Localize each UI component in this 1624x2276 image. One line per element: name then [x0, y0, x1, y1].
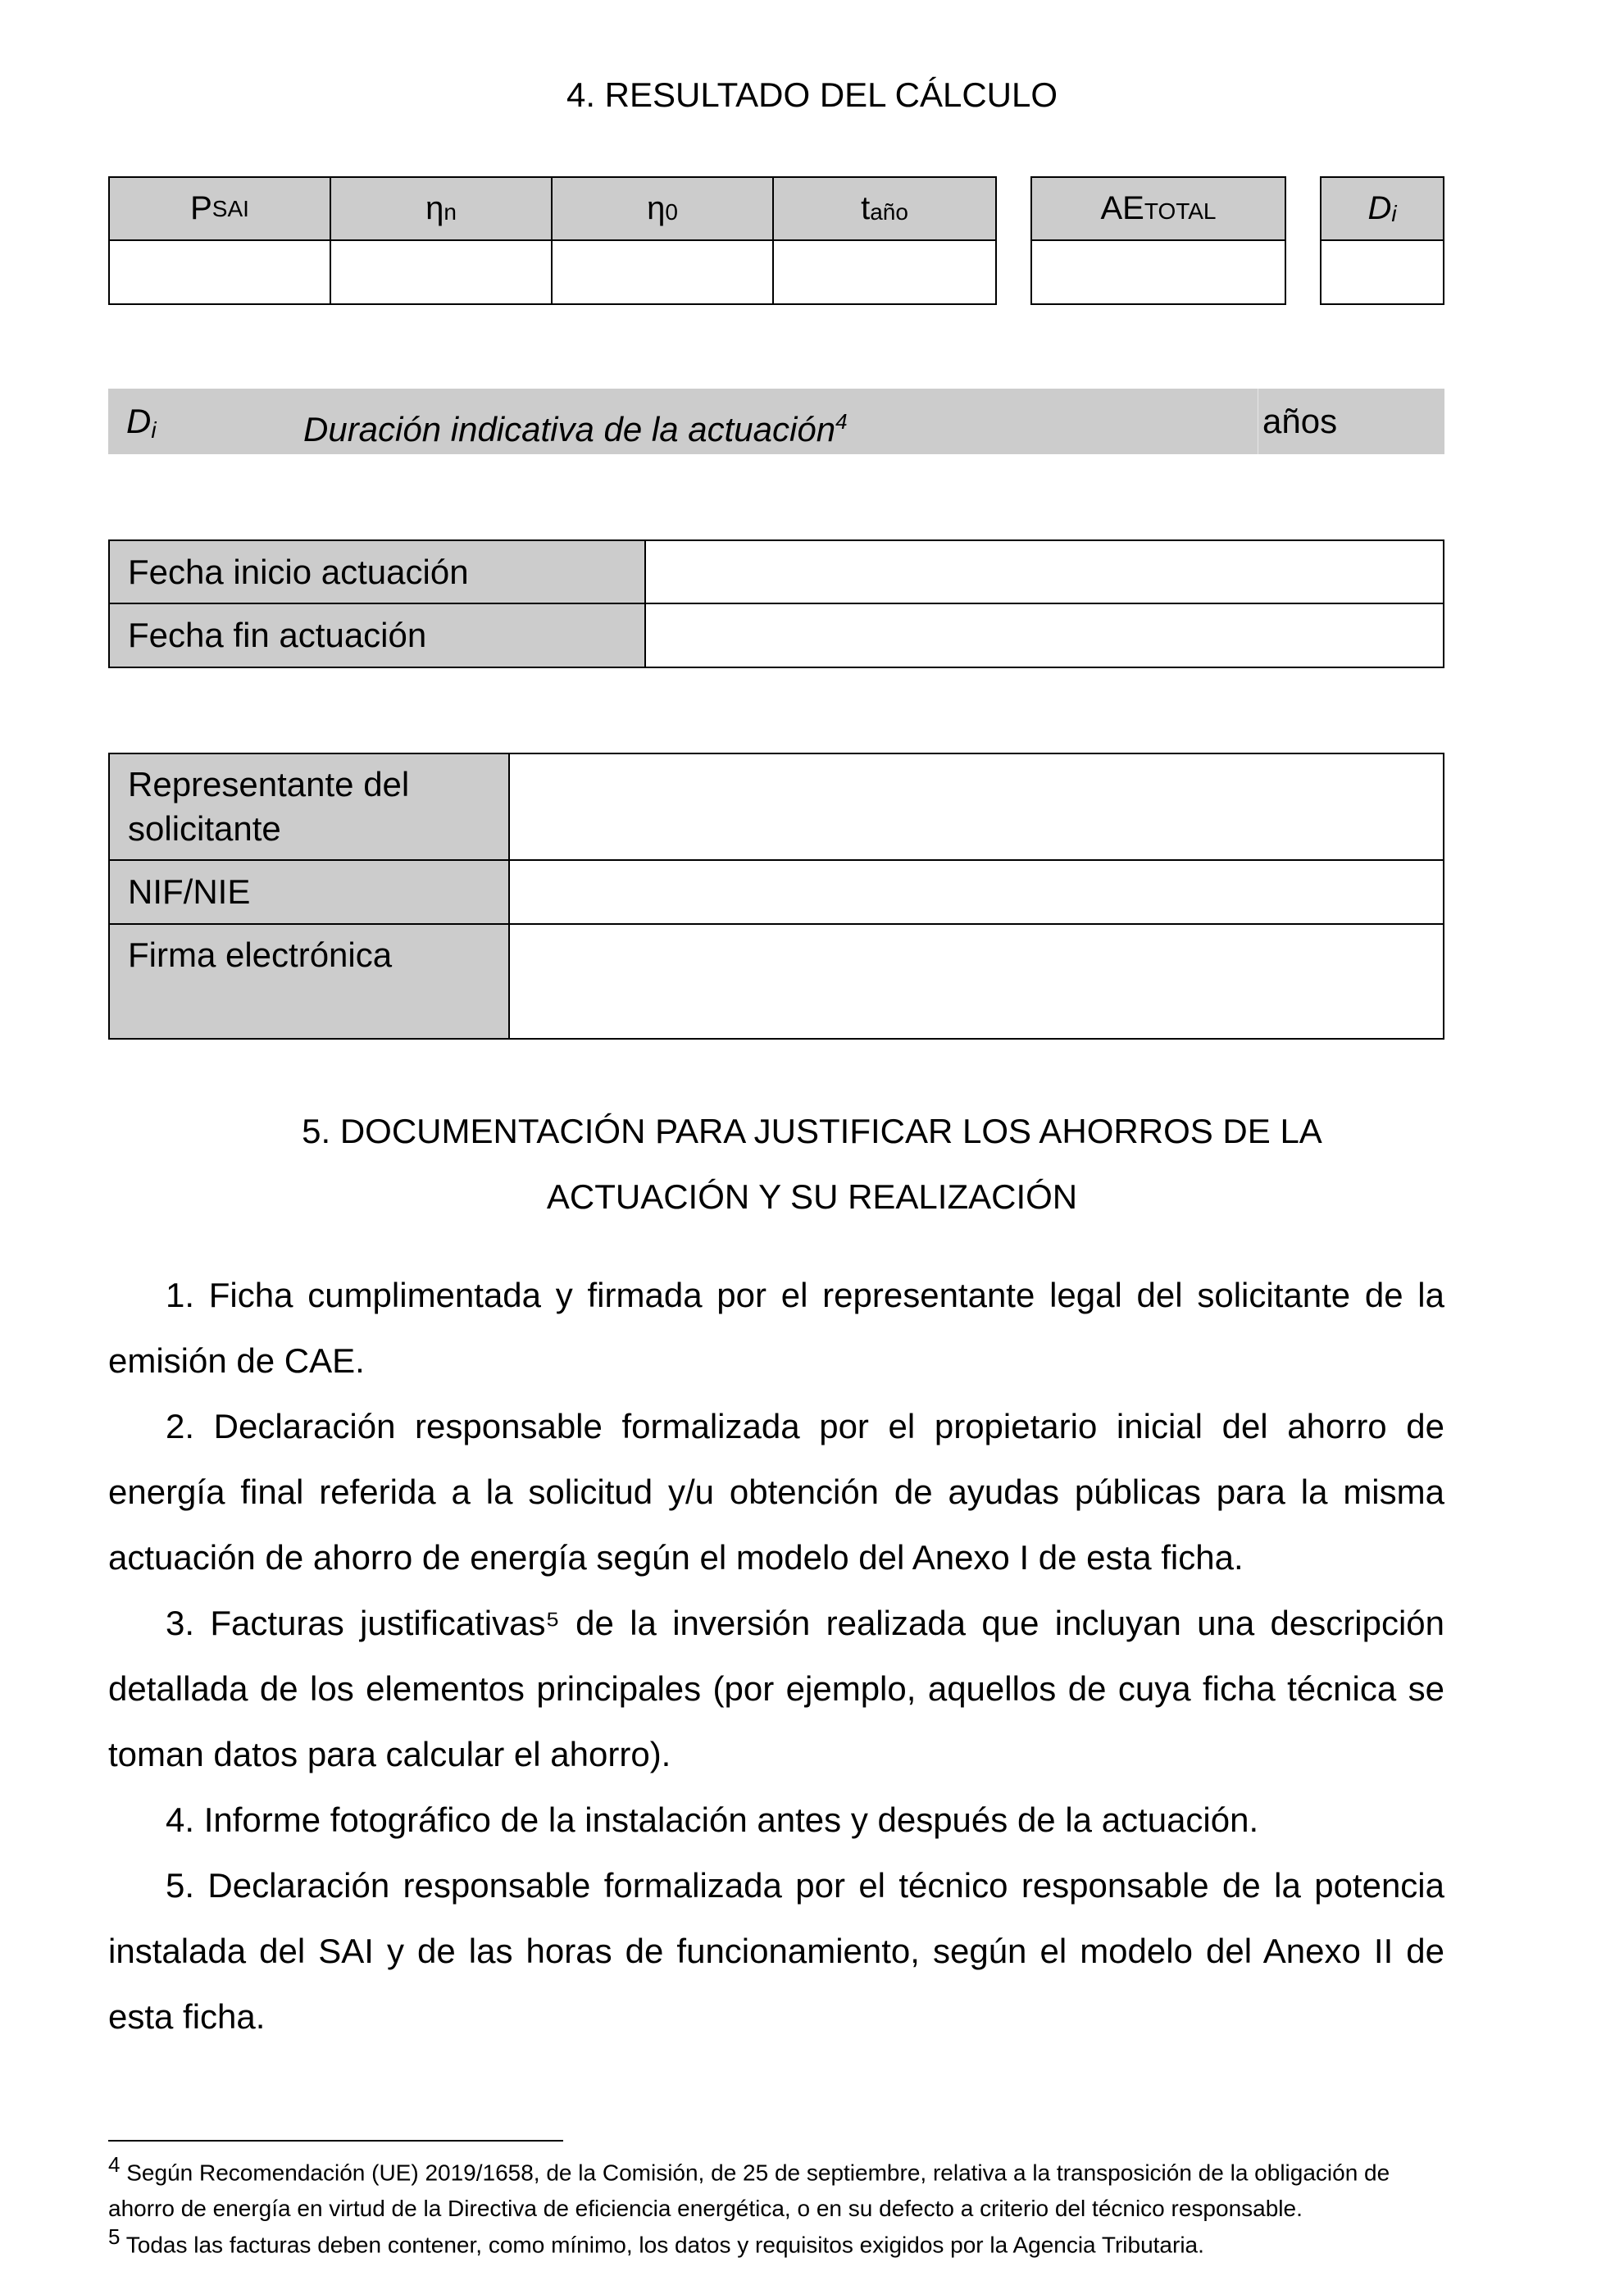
- header-ae-total-sub: TOTAL: [1144, 198, 1217, 224]
- duration-symbol: [126, 389, 157, 454]
- footnote-5-text: Todas las facturas deben contener, como mínimo, los datos y requisitos exigidos por la Agencia Tributaria.: [125, 2232, 1204, 2258]
- section-5-title-line-1: 5. DOCUMENTACIÓN PARA JUSTIFICAR LOS AHORROS DE LA: [302, 1112, 1322, 1150]
- header-di-main: D: [1367, 190, 1392, 226]
- footnote-ref-4: 4: [835, 409, 848, 434]
- header-eta-n-sub: n: [444, 198, 457, 225]
- signature-field[interactable]: [508, 923, 1444, 1040]
- nif-nie-field[interactable]: [508, 859, 1444, 925]
- list-item-5: 5. Declaración responsable formalizada por el técnico responsable de la potencia instalada del SAI y de las horas de funcionamiento, según el modelo del Anexo II de esta ficha.: [108, 1866, 1444, 2036]
- header-di: [1320, 176, 1444, 241]
- footnote-5-ref: 5: [108, 2224, 121, 2249]
- footnote-separator: [108, 2140, 563, 2142]
- header-eta-0: [551, 176, 774, 241]
- end-date-label: Fecha fin actuación: [108, 603, 646, 668]
- value-di[interactable]: [1320, 239, 1444, 305]
- start-date-field[interactable]: [644, 539, 1444, 604]
- header-psai-sub: SAI: [212, 195, 249, 221]
- signature-label: Firma electrónica: [108, 923, 510, 1040]
- footnote-5: [108, 2219, 1453, 2263]
- header-di-sub: i: [1391, 200, 1397, 226]
- duration-symbol-sub: i: [151, 417, 157, 443]
- list-item-4: 4. Informe fotográfico de la instalación antes y después de la actuación.: [166, 1800, 1259, 1839]
- header-eta-n: [330, 176, 553, 241]
- header-t-ano-main: t: [861, 190, 871, 226]
- duration-description-text: Duración indicativa de la actuación: [303, 410, 836, 448]
- end-date-field[interactable]: [644, 603, 1444, 668]
- section-4-title: 4. RESULTADO DEL CÁLCULO: [566, 75, 1058, 114]
- header-eta-0-sub: 0: [665, 198, 678, 225]
- header-psai: [108, 176, 331, 241]
- header-ae-total: [1030, 176, 1286, 241]
- header-psai-main: P: [190, 190, 212, 226]
- duration-unit: años: [1262, 402, 1338, 440]
- nif-nie-label: NIF/NIE: [108, 859, 510, 925]
- footnote-4: [108, 2146, 1453, 2227]
- list-item-3: 3. Facturas justificativas⁵ de la inversión realizada que incluyan una descripción detallada de los elementos principales (por ejemplo, aquellos de cuya ficha técnica se toman datos para calcular el ahorro).: [108, 1604, 1444, 1773]
- value-ae-total[interactable]: [1030, 239, 1286, 305]
- start-date-label: Fecha inicio actuación: [108, 539, 646, 604]
- list-item-2: 2. Declaración responsable formalizada por el propietario inicial del ahorro de energía final referida a la solicitud y/u obtención de ayudas públicas para la misma actuación de ahorro de energía según el modelo del Anexo I de esta ficha.: [108, 1407, 1444, 1577]
- duration-description: [303, 389, 848, 454]
- footnote-4-ref: 4: [108, 2152, 121, 2177]
- section-5-title-line-2: ACTUACIÓN Y SU REALIZACIÓN: [546, 1177, 1078, 1216]
- duration-row: [108, 389, 1444, 454]
- header-eta-0-main: η: [647, 190, 666, 226]
- value-eta-0[interactable]: [551, 239, 774, 305]
- list-item-1: 1. Ficha cumplimentada y firmada por el representante legal del solicitante de la emisión de CAE.: [108, 1276, 1444, 1380]
- header-t-ano: [772, 176, 997, 241]
- header-eta-n-main: η: [425, 190, 444, 226]
- representative-label: Representante del solicitante: [108, 753, 510, 861]
- value-eta-n[interactable]: [330, 239, 553, 305]
- value-psai[interactable]: [108, 239, 331, 305]
- header-ae-total-main: AE: [1100, 190, 1144, 226]
- header-t-ano-sub: año: [870, 198, 908, 225]
- value-t-ano[interactable]: [772, 239, 997, 305]
- duration-symbol-main: D: [126, 402, 152, 440]
- representative-field[interactable]: [508, 753, 1444, 861]
- footnote-4-text: Según Recomendación (UE) 2019/1658, de la Comisión, de 25 de septiembre, relativa a la transposición de la obligación de ahorro de energía en virtud de la Directiva de eficiencia energética, o en su defecto a criterio del técnico responsable.: [108, 2160, 1390, 2222]
